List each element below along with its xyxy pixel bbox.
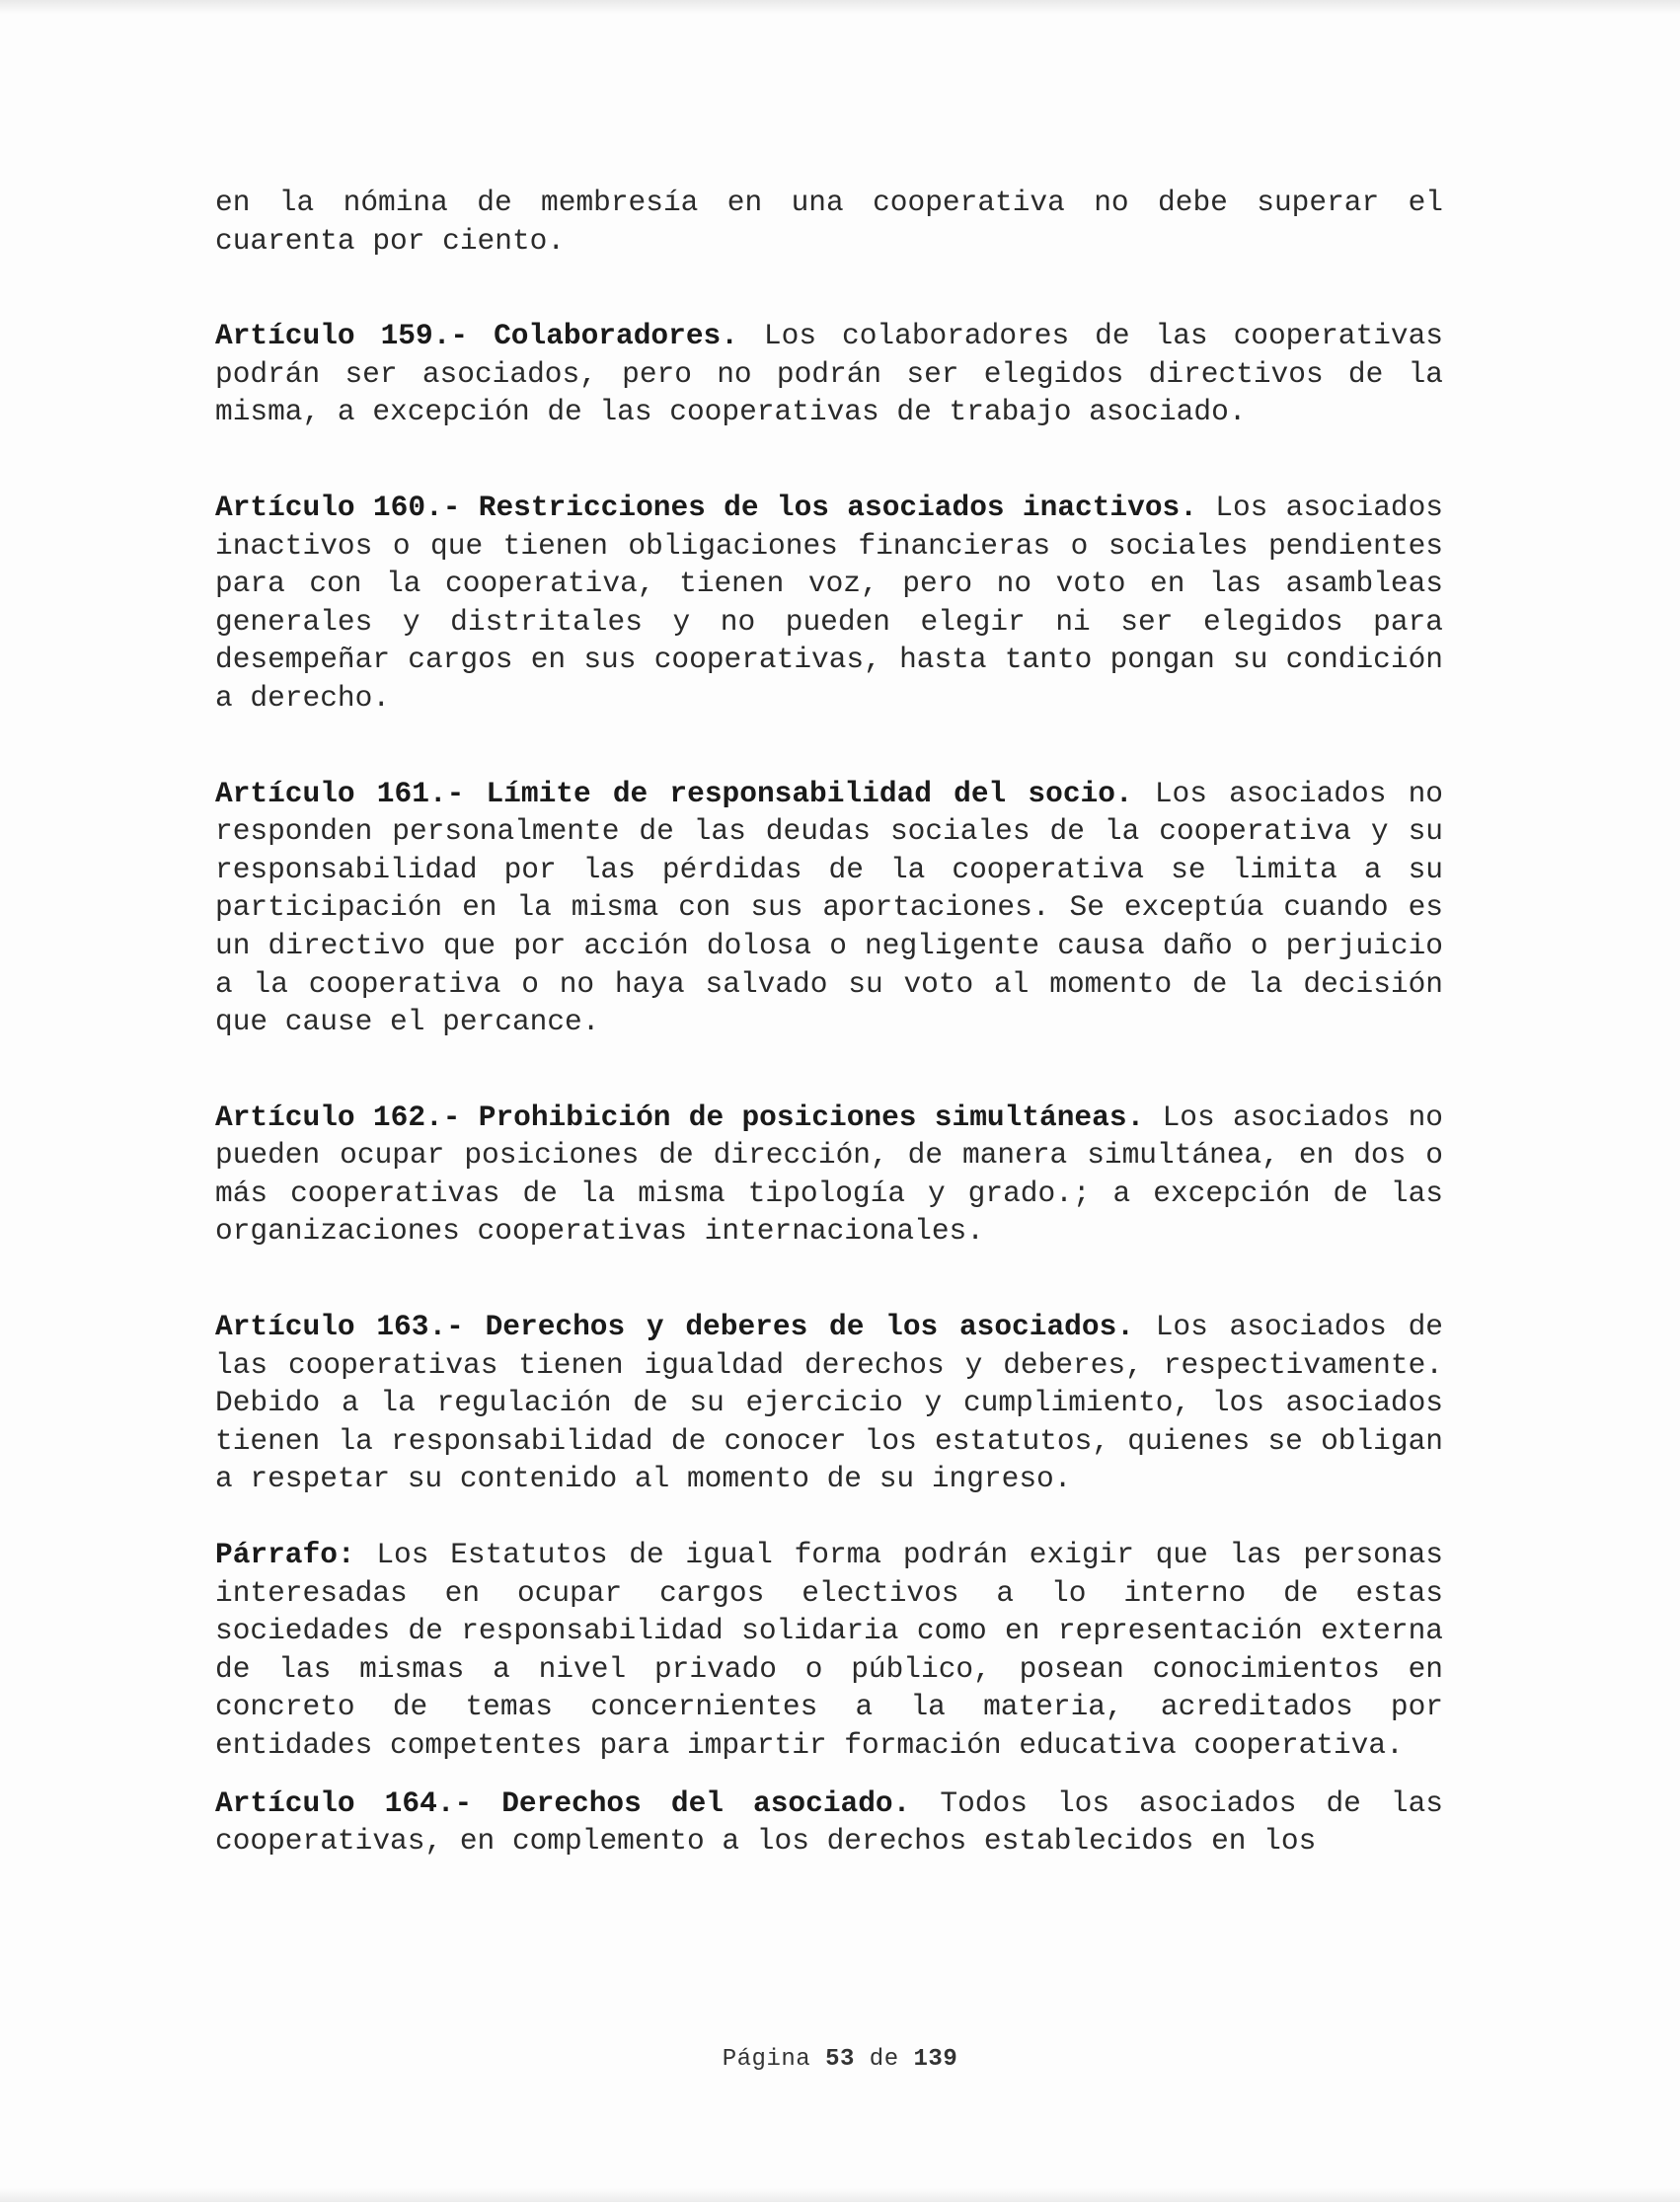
article-160 (215, 489, 1443, 718)
document-page (215, 184, 1443, 1860)
paragraph-heading: Párrafo: (215, 1538, 355, 1572)
page-separator: de (869, 2046, 899, 2073)
paragraph-body: Los Estatutos de igual forma podrán exigir que las personas interesadas en ocupar cargos electivos a lo interno de estas sociedades de responsabilidad solidaria como en representación externa de las mismas a nivel privado o público, posean conocimientos en concreto de temas concernientes a la materia, acreditados por entidades competentes para impartir formación educativa cooperativa. (215, 1538, 1443, 1762)
paragraph-note (215, 1536, 1443, 1765)
article-body: Los asociados de las cooperativas tienen igualdad derechos y deberes, respectivamente. Debido a la regulación de su ejercicio y cumplimiento, los asociados tienen la responsabilidad de conocer los estatutos, quienes se obligan a respetar su contenido al momento de su ingreso. (215, 1310, 1444, 1496)
total-pages-number: 139 (913, 2046, 958, 2073)
article-heading: Artículo 160.- Restricciones de los asociados inactivos. (215, 490, 1197, 524)
article-body: Los asociados no pueden ocupar posiciones de dirección, de manera simultánea, en dos o más cooperativas de la misma tipología y grado.; a excepción de las organizaciones cooperativas internacionales. (215, 1100, 1444, 1249)
article-body: Los colaboradores de las cooperativas podrán ser asociados, pero no podrán ser elegidos directivos de la misma, a excepción de las cooperativas de trabajo asociado. (215, 319, 1444, 429)
article-heading: Artículo 163.- Derechos y deberes de los asociados. (215, 1310, 1134, 1344)
page-label: Página (722, 2046, 811, 2073)
article-heading: Artículo 162.- Prohibición de posiciones simultáneas. (215, 1100, 1145, 1134)
article-heading: Artículo 161.- Límite de responsabilidad del socio. (215, 776, 1133, 810)
article-163 (215, 1308, 1443, 1498)
article-162 (215, 1099, 1443, 1251)
article-161 (215, 775, 1443, 1041)
article-164 (215, 1784, 1443, 1860)
page-number-footer (0, 2046, 1680, 2073)
article-heading: Artículo 159.- Colaboradores. (215, 319, 738, 353)
scan-edge-bottom (0, 2188, 1680, 2202)
article-body: Todos los asociados de las cooperativas, en complemento a los derechos establecidos en los (215, 1785, 1443, 1859)
article-heading: Artículo 164.- Derechos del asociado. (215, 1785, 911, 1820)
intro-paragraph: en la nómina de membresía en una cooperativa no debe superar el cuarenta por ciento. (215, 186, 1443, 258)
article-body: Los asociados inactivos o que tienen obligaciones financieras o sociales pendientes para con la cooperativa, tienen voz, pero no voto en las asambleas generales y distritales y no pueden elegir ni ser elegidos para desempeñar cargos en sus cooperativas, hasta tanto pongan su condición a derecho. (215, 490, 1444, 715)
scan-edge-top (0, 0, 1680, 14)
current-page-number: 53 (825, 2046, 855, 2073)
article-body: Los asociados no responden personalmente de las deudas sociales de la cooperativa y su responsabilidad por las pérdidas de la cooperativa se limita a su participación en la misma con sus aportaciones. Se exceptúa cuando es un directivo que por acción dolosa o negligente causa daño o perjuicio a la cooperativa o no haya salvado su voto al momento de la decisión que cause el percance. (215, 776, 1443, 1039)
article-159 (215, 317, 1443, 431)
